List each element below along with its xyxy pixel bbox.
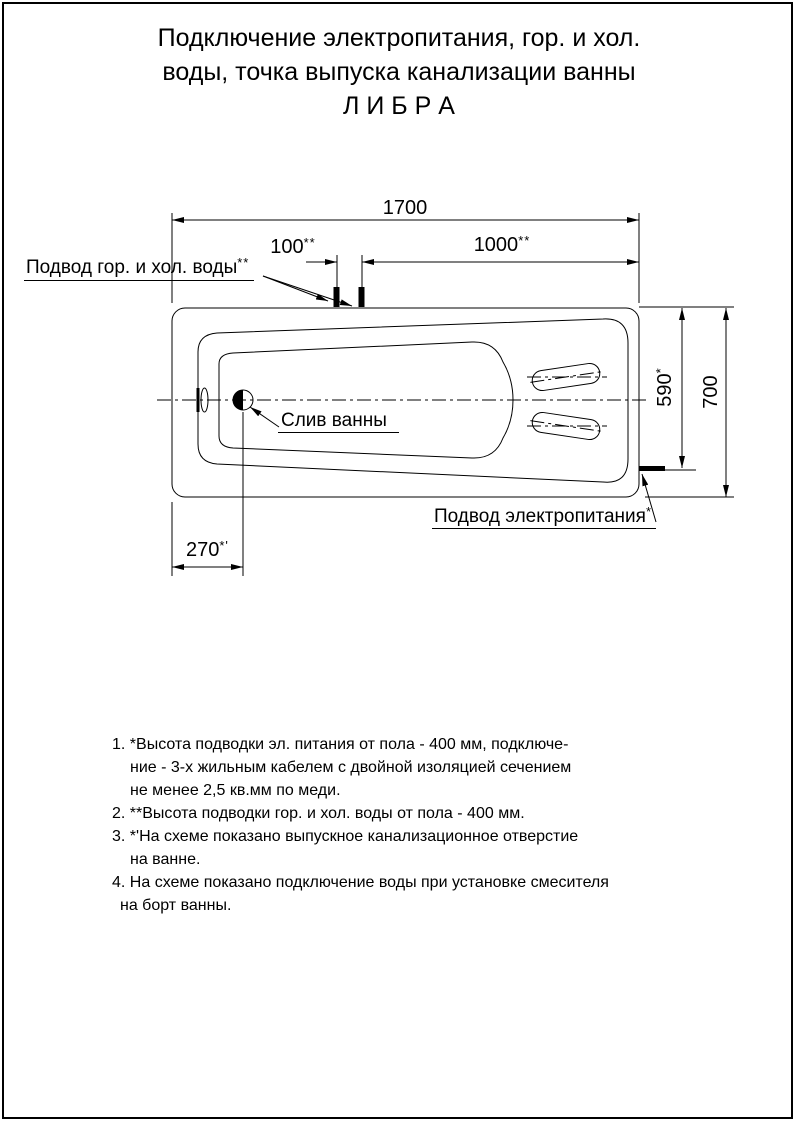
dim-text-100	[270, 233, 316, 257]
note-line-4: 4. На схеме показано подключение воды при установке смесителя	[112, 874, 609, 891]
tub-rim-inner	[198, 319, 628, 482]
note-line-1-cont: ние - 3-х жильным кабелем с двойной изоляцией сечением	[130, 759, 572, 776]
dim-value: 270	[186, 539, 220, 561]
note-line-1-cont2: не менее 2,5 кв.мм по меди.	[130, 782, 341, 799]
note-line-4-cont: на борт ванны.	[120, 897, 232, 914]
label-text: Подвод электропитания	[434, 506, 646, 527]
water-supply-marks	[334, 287, 365, 307]
note-line-1: 1. *Высота подводки эл. питания от пола - 400 мм, подключе-	[112, 736, 569, 753]
note-line-2: 2. **Высота подводки гор. и хол. воды от пола - 400 мм.	[112, 805, 525, 822]
dim-text-590	[651, 367, 675, 406]
label-power-supply	[432, 501, 656, 529]
label-suffix: *	[645, 504, 652, 519]
dim-text-700	[697, 375, 721, 408]
dim-value: 1000	[473, 234, 519, 256]
dim-suffix: **	[518, 233, 531, 248]
dim-text-1700	[383, 194, 428, 218]
title-line-3: Л И Б Р А	[343, 92, 455, 120]
note-line-3-cont: на ванне.	[130, 851, 201, 868]
title-line-2: воды, точка выпуска канализации ванны	[162, 58, 636, 86]
dim-text-270	[186, 536, 229, 560]
dim-suffix: **	[303, 235, 316, 250]
dim-value: 700	[700, 375, 722, 409]
leader-lines	[250, 276, 656, 522]
dim-value: 590	[654, 373, 676, 407]
dim-suffix: *'	[219, 538, 229, 553]
label-suffix: **	[237, 255, 250, 270]
dim-suffix: *	[653, 367, 668, 374]
dim-value: 100	[270, 236, 304, 258]
centerlines	[157, 377, 650, 426]
title-line-1: Подключение электропитания, гор. и хол.	[157, 24, 641, 52]
label-drain	[278, 405, 399, 433]
label-text: Слив ванны	[281, 410, 387, 431]
dim-value: 1700	[382, 197, 428, 219]
label-text: Подвод гор. и хол. воды	[26, 257, 238, 278]
dim-text-1000	[474, 231, 531, 255]
notes-block	[112, 733, 609, 917]
label-water-supply	[24, 252, 254, 281]
note-line-3: 3. *'На схеме показано выпускное канализационное отверстие	[112, 828, 579, 845]
leader-drain	[250, 407, 279, 427]
